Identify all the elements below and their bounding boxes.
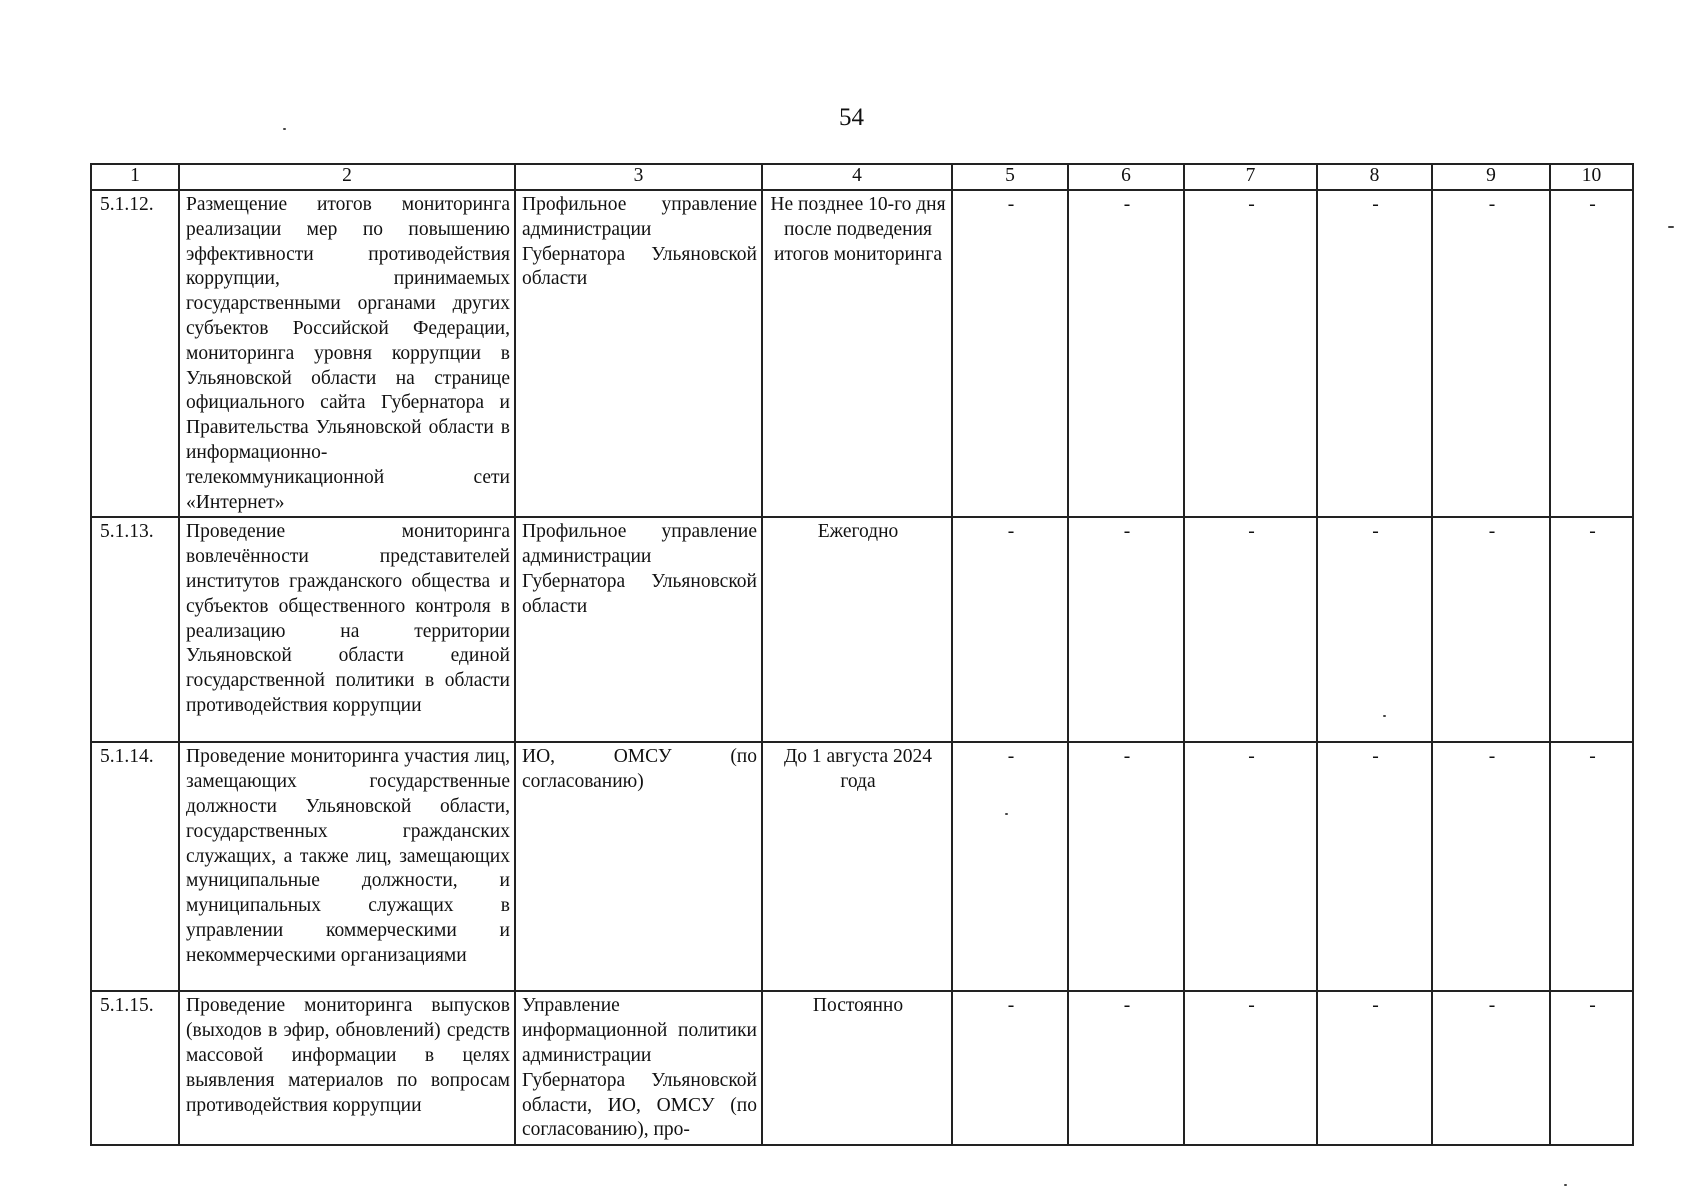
column-header: 6 [1068,164,1184,190]
value-cell: - [1184,190,1317,517]
value-cell: - [1550,190,1633,517]
value-cell: - [1317,742,1432,991]
value-cell: - [952,742,1068,991]
responsible-executor: Управление информационной политики администрации Губернатора Ульяновской области, ИО, ОМСУ (по согласованию), про- [515,991,762,1145]
event-description: Размещение итогов мониторинга реализации мер по повышению эффективности противодействия коррупции, принимаемых государственными органами других субъектов Российской Федерации, мониторинга уровня коррупции в Ульяновской области на странице официального сайта Губернатора и Правительства Ульяновской области в информационно-телекоммуникационной сети «Интернет» [179,190,515,517]
column-header: 10 [1550,164,1633,190]
value-cell: - [1068,517,1184,742]
value-cell: - [1317,190,1432,517]
plan-table [90,163,1634,1146]
column-header: 4 [762,164,952,190]
table-row [91,517,1633,742]
value-cell: - [1068,190,1184,517]
event-description: Проведение мониторинга выпусков (выходов в эфир, обновлений) средств массовой информации в целях выявления материалов по вопросам противодействия коррупции [179,991,515,1145]
column-header: 5 [952,164,1068,190]
responsible-executor: ИО, ОМСУ (по согласованию) [515,742,762,991]
table-row [91,991,1633,1145]
value-cell: - [1550,742,1633,991]
value-cell: - [1550,517,1633,742]
table-row [91,742,1633,991]
value-cell: - [952,991,1068,1145]
value-cell: - [1068,742,1184,991]
item-number: 5.1.14. [91,742,179,991]
item-number: 5.1.12. [91,190,179,517]
scan-speck [1005,813,1008,815]
value-cell: - [952,190,1068,517]
event-description: Проведение мониторинга вовлечённости представителей институтов гражданского общества и субъектов общественного контроля в реализацию на территории Ульяновской области единой государственной политики в области противодействия коррупции [179,517,515,742]
value-cell: - [1432,517,1550,742]
value-cell: - [1184,742,1317,991]
value-cell: - [1432,742,1550,991]
item-number: 5.1.15. [91,991,179,1145]
value-cell: - [1317,517,1432,742]
header-row [91,164,1633,190]
responsible-executor: Профильное управление администрации Губернатора Ульяновской области [515,190,762,517]
deadline: Постоянно [762,991,952,1145]
column-header: 8 [1317,164,1432,190]
responsible-executor: Профильное управление администрации Губернатора Ульяновской области [515,517,762,742]
value-cell: - [1550,991,1633,1145]
scan-speck [1564,1184,1567,1186]
column-header: 7 [1184,164,1317,190]
value-cell: - [1317,991,1432,1145]
page-number: 54 [839,104,864,131]
value-cell: - [1068,991,1184,1145]
scan-speck [1668,226,1674,228]
item-number: 5.1.13. [91,517,179,742]
table-row [91,190,1633,517]
value-cell: - [1432,991,1550,1145]
scan-speck [1383,715,1386,717]
value-cell: - [1432,190,1550,517]
event-description: Проведение мониторинга участия лиц, замещающих государственные должности Ульяновской области, государственных гражданских служащих, а также лиц, замещающих муниципальные должности, и муниципальных служащих в управлении коммерческими и некоммерческими организациями [179,742,515,991]
scan-speck [283,128,286,130]
deadline: Ежегодно [762,517,952,742]
deadline: Не позднее 10-го дня после подведения итогов мониторинга [762,190,952,517]
value-cell: - [1184,517,1317,742]
column-header: 1 [91,164,179,190]
deadline: До 1 августа 2024 года [762,742,952,991]
column-header: 3 [515,164,762,190]
column-header: 2 [179,164,515,190]
value-cell: - [1184,991,1317,1145]
value-cell: - [952,517,1068,742]
column-header: 9 [1432,164,1550,190]
